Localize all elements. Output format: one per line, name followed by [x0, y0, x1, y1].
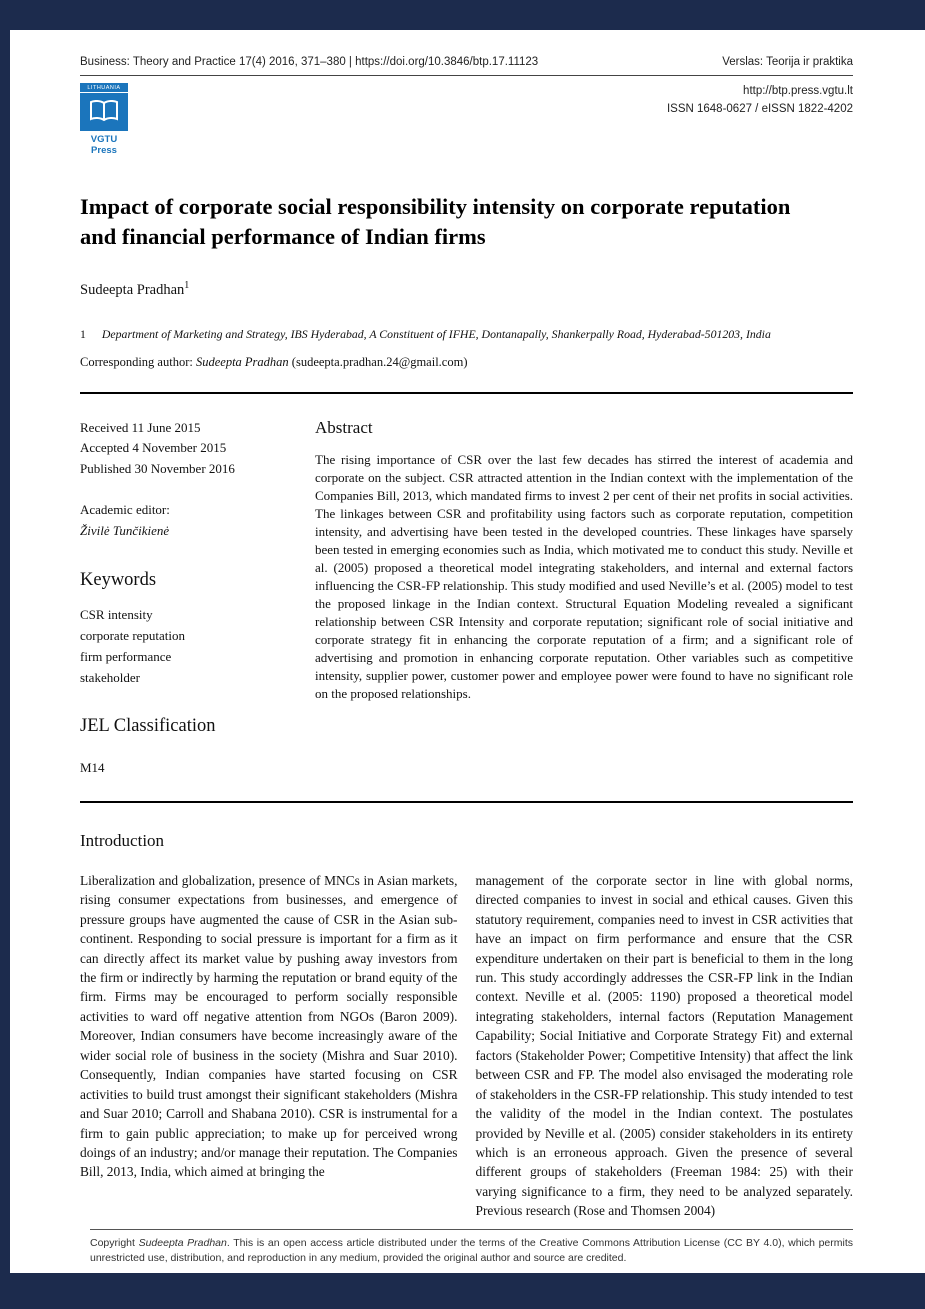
- left-border-bar: [0, 0, 10, 1309]
- journal-name-lt: Verslas: Teorija ir praktika: [722, 56, 853, 68]
- author-line: [80, 280, 853, 299]
- keyword-item: CSR intensity: [80, 607, 153, 623]
- jel-code: M14: [80, 760, 105, 776]
- logo-lithuania-label: LITHUANIA: [80, 83, 128, 93]
- abstract-text: The rising importance of CSR over the last few decades has stirred the interest of academia and corporate on the subject. CSR attracted attention in the Indian context with the implementation of the Companies Bill, 2013, which mandated firms to invest 2 per cent of their net profits in social activities. The linkages between CSR and profitability using factors such as corporate reputation, competition intensity, and advertising have been tested in the developed countries. These linkages have sparsely been tested in emerging economies such as India, which motivated me to conduct this study. Neville et al. (2005) proposed a theoretical model integrating stakeholders, and internal and external factors influencing the CSR-FP relationship. This study modified and used Neville’s et al. (2005) model to test the proposed linkage in the Indian context. Structural Equation Modeling revealed a significant relationship between CSR Intensity and corporate reputation; significant role of social initiative and corporate strategy fit in enhancing the corporate reputation of a firm; and a significant role of advertising and promotion in enhancing corporate reputation. Other variables such as competitive intensity, supplier power, customer power and employee power were found to have no significant role on the proposed relationships.: [315, 451, 853, 702]
- vgtu-press-logo: [80, 83, 128, 156]
- abstract-heading: Abstract: [315, 417, 373, 437]
- spacer: [80, 480, 315, 500]
- author-affiliation-mark: 1: [184, 279, 190, 291]
- corresponding-author-line: [80, 355, 853, 370]
- body-right-column: management of the corporate sector in line with global norms, directed companies to invest in social and ethical causes. Given this statutory requirement, companies need to invest in CSR activities that have an impact on firm performance and ensure that the CSR expenditure undertaken on their part is beneficial to them in the long run. This study accordingly addresses the CSR-FP link in the Indian context. Neville et al. (2005: 1190) proposed a theoretical model integrating stakeholders, internal factors (Reputation Management Capability; Social Initiative and Corporate Strategy Fit) and external factors (Stakeholder Power; Competitive Intensity) that affect the link between CSR and FP. The model also envisaged the moderating role of stakeholders in the CSR-FP relationship. This study intended to test the validity of the model in the Indian context. The postulates provided by Neville et al. (2005) consider stakeholders in its entirety which is an erroneous approach. Given the presence of several different groups of stakeholders (Freeman 1984: 25) with their varying significance to a firm, they need to be analyzed separately. Previous research (Rose and Thomsen 2004): [475, 872, 853, 1219]
- book-icon: [80, 93, 128, 131]
- copyright-footer: [90, 1229, 853, 1266]
- received-date: Received 11 June 2015: [80, 419, 201, 435]
- section-divider-bottom: [80, 801, 853, 803]
- keyword-item: firm performance: [80, 648, 172, 664]
- header-subrow: [80, 83, 853, 156]
- journal-url: http://btp.press.vgtu.lt: [743, 85, 853, 97]
- header-divider: [80, 75, 853, 76]
- keyword-item: stakeholder: [80, 669, 140, 685]
- jel-heading: JEL Classification: [80, 716, 216, 737]
- copyright-text: . This is an open access article distributed under the terms of the Creative Commons Attribution License (CC BY 4.0), which permits unrestricted use, distribution, and reproduction in any medium, provided the original author and source are credited.: [90, 1236, 854, 1264]
- affiliation-line: [80, 327, 853, 342]
- affiliation-text: Department of Marketing and Strategy, IBS Hyderabad, A Constituent of IFHE, Dontanapally, Shankerpally Road, Hyderabad-501203, India: [101, 326, 771, 341]
- journal-issn: ISSN 1648-0627 / eISSN 1822-4202: [666, 102, 853, 115]
- journal-citation: Business: Theory and Practice 17(4) 2016, 371–380 | https://doi.org/10.3846/btp.17.11123: [80, 56, 539, 68]
- corresponding-label: Corresponding author:: [80, 354, 196, 369]
- bottom-border-bar: [0, 1273, 925, 1309]
- introduction-heading: Introduction: [80, 830, 165, 850]
- corresponding-email: (sudeepta.pradhan.24@gmail.com): [288, 354, 468, 369]
- abstract-section: [315, 418, 853, 779]
- body-left-column: Liberalization and globalization, presence of MNCs in Asian markets, rising consumer expectations from businesses, and emergence of pressure groups have augmented the cause of CSR in the Asian sub-continent. Responding to social pressure is important for a firm as it can directly affect its market value by pushing away investors from the firm or indirectly by harming the reputation or brand equity of the firm. Firms may be encouraged to perform socially responsible activities to ward off negative attention from NGOs (Baron 2009). Moreover, Indian consumers have become increasingly aware of the wider social role of business in the society (Mishra and Suar 2010). Consequently, Indian companies have started focusing on CSR activities to build trust amongst their significant stakeholders (Mishra and Suar 2010; Carroll and Shabana 2010). CSR is instrumental for a firm to gain public appreciation; to make up for perceived wrong doings of an industry; and/or manage their reputation. The Companies Bill, 2013, India, which aimed at bringing the: [80, 872, 458, 1180]
- affiliation-number: 1: [80, 326, 86, 341]
- corresponding-name: Sudeepta Pradhan: [195, 354, 289, 369]
- published-date: Published 30 November 2016: [80, 461, 235, 477]
- journal-meta: [667, 83, 853, 156]
- copyright-prefix: Copyright: [90, 1236, 139, 1249]
- academic-editor-name: Živilė Tunčikienė: [80, 522, 170, 538]
- author-name: Sudeepta Pradhan: [80, 281, 185, 298]
- academic-editor-label: Academic editor:: [80, 502, 170, 518]
- page-content: [10, 30, 925, 1273]
- article-title: Impact of corporate social responsibility intensity on corporate reputation and financial performance of Indian firms: [80, 194, 791, 249]
- body-columns: [80, 871, 853, 1221]
- accepted-date: Accepted 4 November 2015: [80, 440, 227, 456]
- meta-abstract-section: [80, 418, 853, 779]
- top-border-bar: [0, 0, 925, 30]
- logo-press-label: VGTU Press: [90, 134, 118, 156]
- keyword-item: corporate reputation: [80, 628, 186, 644]
- keywords-heading: Keywords: [80, 569, 157, 590]
- journal-header: [80, 56, 853, 68]
- article-meta-column: [80, 418, 315, 779]
- section-divider-top: [80, 392, 853, 394]
- copyright-author: Sudeepta Pradhan: [138, 1236, 227, 1249]
